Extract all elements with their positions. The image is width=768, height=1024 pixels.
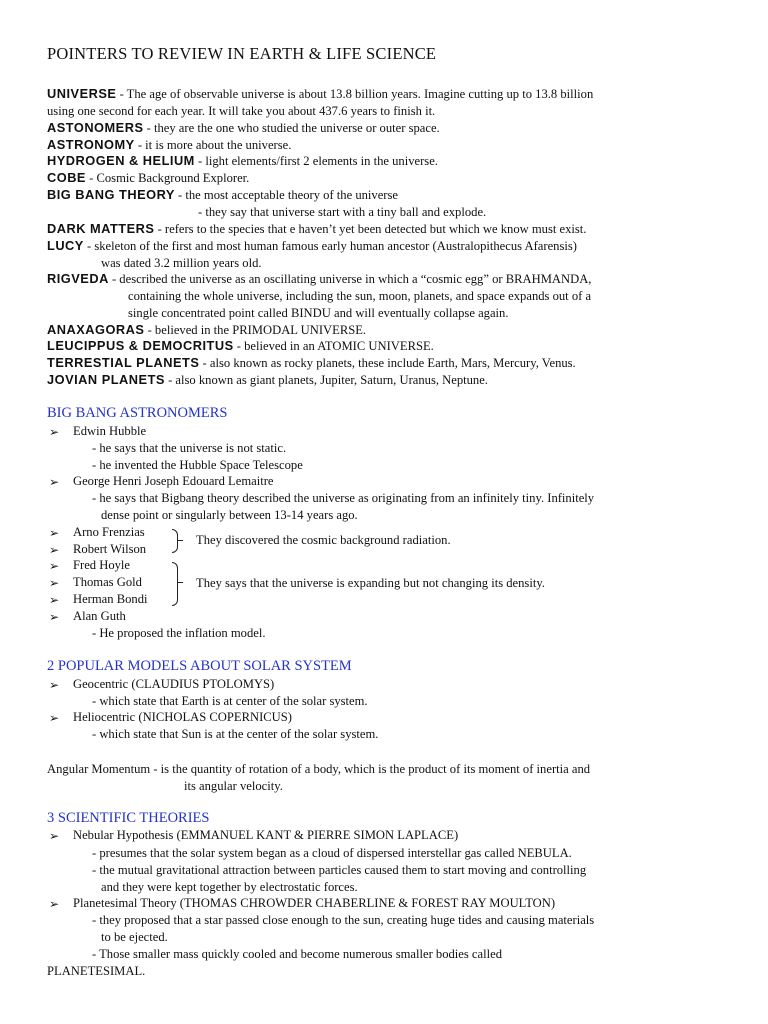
definition-text: - also known as giant planets, Jupiter, Saturn, Uranus, Neptune.: [164, 373, 488, 387]
definition-astonomers: [47, 122, 440, 135]
bullet-icon: ➢: [49, 526, 60, 540]
bullet-icon: ➢: [49, 475, 60, 489]
group-note: They discovered the cosmic background radiation.: [196, 533, 451, 547]
definition-text: - Cosmic Background Explorer.: [85, 171, 250, 185]
definition-text: - believed in an ATOMIC UNIVERSE.: [233, 339, 434, 353]
definition-universe: [47, 88, 593, 101]
term-label: TERRESTIAL PLANETS: [47, 355, 200, 370]
term-label: LEUCIPPUS & DEMOCRITUS: [47, 338, 234, 353]
definition-cobe: [47, 172, 249, 185]
definition-text: containing the whole universe, including the sun, moon, planets, and space expands out of a: [128, 289, 592, 303]
definition-rigveda: [47, 273, 591, 286]
bullet-icon: ➢: [49, 678, 60, 692]
bullet-icon: ➢: [49, 829, 60, 843]
theory-note: to be ejected.: [101, 930, 168, 944]
definition-lucy: [47, 240, 577, 253]
theory-name: Nebular Hypothesis (EMMANUEL KANT & PIERRE SIMON LAPLACE): [73, 828, 459, 842]
theory-note: - Those smaller mass quickly cooled and become numerous smaller bodies called: [92, 947, 502, 961]
section-heading-theories: 3 SCIENTIFIC THEORIES: [47, 810, 210, 826]
model-name: Geocentric (CLAUDIUS PTOLOMYS): [73, 677, 275, 691]
astronomer-name: Herman Bondi: [73, 592, 148, 606]
model-note: - which state that Sun is at the center of the solar system.: [92, 727, 379, 741]
section-heading-models: 2 POPULAR MODELS ABOUT SOLAR SYSTEM: [47, 658, 352, 674]
group-brace-tick: [178, 582, 183, 583]
term-label: DARK MATTERS: [47, 221, 155, 236]
definition-big-bang-theory: [47, 189, 398, 202]
angular-momentum-text: its angular velocity.: [184, 779, 283, 793]
term-label: BIG BANG THEORY: [47, 187, 175, 202]
definition-astronomy: [47, 139, 291, 152]
theory-note: - they proposed that a star passed close enough to the sun, creating huge tides and causing materials: [92, 913, 595, 927]
definition-text: - also known as rocky planets, these include Earth, Mars, Mercury, Venus.: [199, 356, 576, 370]
astronomer-note: - He proposed the inflation model.: [92, 626, 266, 640]
group-brace-tick: [178, 540, 183, 541]
theory-name: Planetesimal Theory (THOMAS CHROWDER CHABERLINE & FOREST RAY MOULTON): [73, 896, 556, 910]
term-label: ASTRONOMY: [47, 137, 135, 152]
term-label: ASTONOMERS: [47, 120, 144, 135]
astronomer-name: Thomas Gold: [73, 575, 142, 589]
definition-anaxagoras: [47, 324, 366, 337]
theory-note: - the mutual gravitational attraction between particles caused them to start moving and controlling: [92, 863, 587, 877]
astronomer-name: Edwin Hubble: [73, 424, 147, 438]
definition-hydrogen-helium: [47, 155, 438, 168]
astronomer-name: Fred Hoyle: [73, 558, 131, 572]
bullet-icon: ➢: [49, 610, 60, 624]
term-label: HYDROGEN & HELIUM: [47, 153, 195, 168]
astronomer-note: - he says that Bigbang theory described the universe as originating from an infinitely tiny. Infinitely: [92, 491, 595, 505]
theory-note: PLANETESIMAL.: [47, 964, 146, 978]
term-label: RIGVEDA: [47, 271, 109, 286]
theory-note: and they were kept together by electrostatic forces.: [101, 880, 358, 894]
model-name: Heliocentric (NICHOLAS COPERNICUS): [73, 710, 292, 724]
astronomer-note: dense point or singularly between 13-14 years ago.: [101, 508, 358, 522]
definition-text: - the most acceptable theory of the universe: [174, 188, 398, 202]
definition-text: - skeleton of the first and most human famous early human ancestor (Australopithecus Afarensis): [83, 239, 577, 253]
definition-text: was dated 3.2 million years old.: [101, 256, 262, 270]
section-heading-big-bang-astronomers: BIG BANG ASTRONOMERS: [47, 405, 228, 421]
definition-text: - believed in the PRIMODAL UNIVERSE.: [144, 323, 367, 337]
definition-terrestial-planets: [47, 357, 576, 370]
bullet-icon: ➢: [49, 593, 60, 607]
group-brace: [172, 529, 178, 553]
astronomer-note: - he invented the Hubble Space Telescope: [92, 458, 303, 472]
bullet-icon: ➢: [49, 559, 60, 573]
astronomer-name: George Henri Joseph Edouard Lemaitre: [73, 474, 274, 488]
definition-text: - refers to the species that e haven’t yet been detected but which we know must exist.: [154, 222, 587, 236]
bullet-icon: ➢: [49, 711, 60, 725]
astronomer-name: Robert Wilson: [73, 542, 147, 556]
bullet-icon: ➢: [49, 543, 60, 557]
theory-note: - presumes that the solar system began as a cloud of dispersed interstellar gas called NEBULA.: [92, 846, 572, 860]
term-label: COBE: [47, 170, 86, 185]
definition-text: - The age of observable universe is about 13.8 billion years. Imagine cutting up to 13.8 billion: [116, 87, 594, 101]
bullet-icon: ➢: [49, 425, 60, 439]
document-title: POINTERS TO REVIEW IN EARTH & LIFE SCIENCE: [47, 44, 437, 63]
term-label: UNIVERSE: [47, 86, 117, 101]
model-note: - which state that Earth is at center of the solar system.: [92, 694, 368, 708]
definition-text: using one second for each year. It will take you about 437.6 years to finish it.: [47, 104, 436, 118]
definition-text: - they are the one who studied the universe or outer space.: [143, 121, 440, 135]
group-note: They says that the universe is expanding but not changing its density.: [196, 576, 545, 590]
astronomer-note: - he says that the universe is not static.: [92, 441, 287, 455]
angular-momentum-text: Angular Momentum - is the quantity of rotation of a body, which is the product of its moment of inertia and: [47, 762, 591, 776]
astronomer-name: Alan Guth: [73, 609, 126, 623]
definition-leucippus-democritus: [47, 340, 434, 353]
term-label: ANAXAGORAS: [47, 322, 145, 337]
definition-jovian-planets: [47, 374, 488, 387]
group-brace: [172, 562, 178, 606]
bullet-icon: ➢: [49, 576, 60, 590]
definition-dark-matters: [47, 223, 586, 236]
definition-text: - it is more about the universe.: [134, 138, 292, 152]
definition-text: - light elements/first 2 elements in the universe.: [194, 154, 438, 168]
definition-text: - they say that universe start with a tiny ball and explode.: [198, 205, 487, 219]
astronomer-name: Arno Frenzias: [73, 525, 145, 539]
bullet-icon: ➢: [49, 897, 60, 911]
term-label: LUCY: [47, 238, 84, 253]
definition-text: - described the universe as an oscillating universe in which a “cosmic egg” or BRAHMANDA,: [108, 272, 592, 286]
term-label: JOVIAN PLANETS: [47, 372, 165, 387]
definition-text: single concentrated point called BINDU and will eventually collapse again.: [128, 306, 509, 320]
